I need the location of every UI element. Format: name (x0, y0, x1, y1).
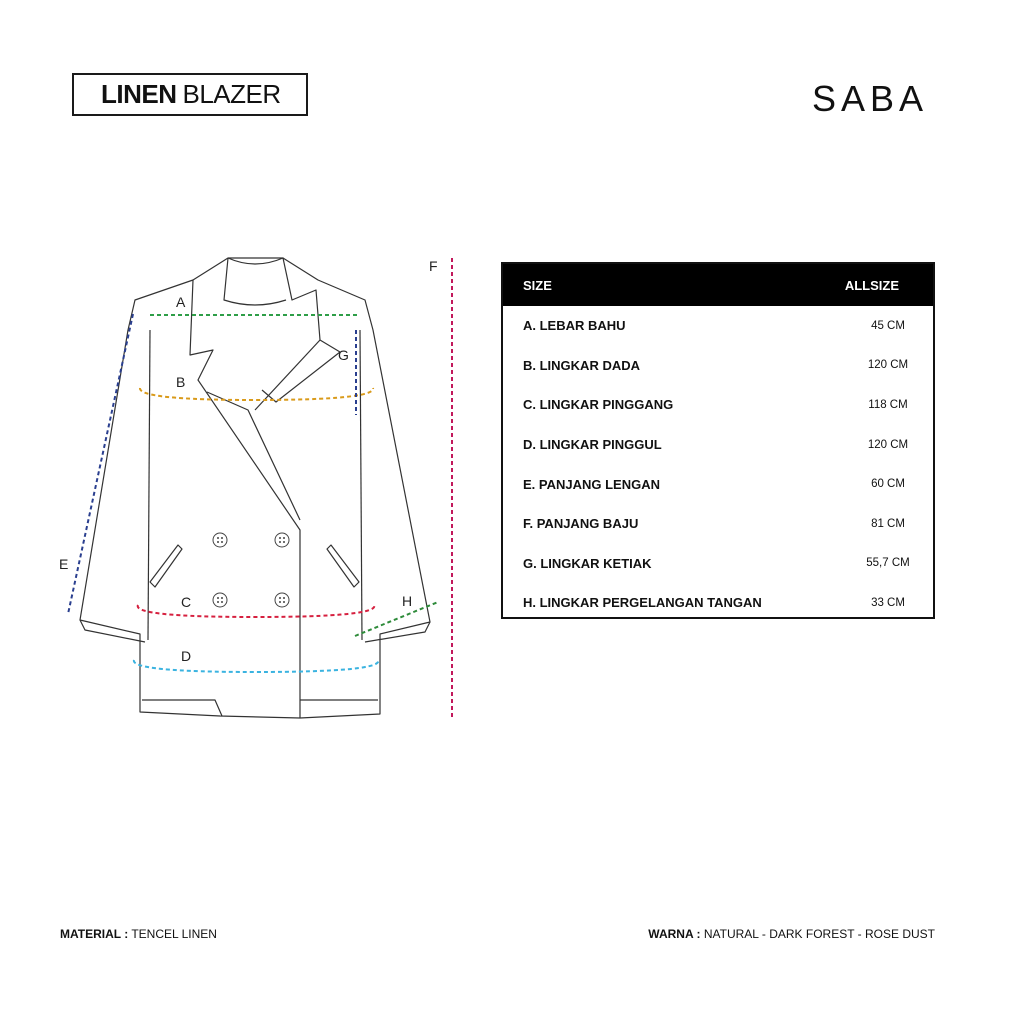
row-label: D. LINGKAR PINGGUL (523, 437, 662, 453)
row-value: 120 CM (867, 438, 909, 451)
material-info (60, 927, 217, 941)
product-title-bold: LINEN (101, 79, 177, 109)
button-1 (213, 533, 227, 547)
label-G: G (338, 347, 349, 363)
label-B: B (176, 374, 186, 390)
warna-value: NATURAL - DARK FOREST - ROSE DUST (703, 927, 935, 941)
row-value: 33 CM (871, 596, 905, 609)
row-label: H. LINGKAR PERGELANGAN TANGAN (523, 595, 762, 611)
blazer-lapel (190, 280, 300, 718)
label-H: H (402, 593, 413, 609)
row-label: A. LEBAR BAHU (523, 318, 626, 334)
table-row (503, 306, 933, 346)
label-D: D (181, 648, 192, 664)
blazer-left-sleeve (148, 330, 150, 640)
measure-line-C (138, 605, 375, 617)
row-value: 55,7 CM (866, 557, 910, 570)
warna-label: WARNA : (648, 927, 701, 941)
table-row (503, 583, 933, 623)
blazer-collar (228, 258, 340, 402)
col-size: SIZE (523, 277, 552, 293)
color-info (648, 927, 935, 941)
row-label: E. PANJANG LENGAN (523, 476, 660, 492)
material-label: MATERIAL : (60, 927, 129, 941)
product-title-rest: BLAZER (182, 79, 281, 109)
button-4 (275, 593, 289, 607)
row-label: B. LINGKAR DADA (523, 357, 640, 373)
blazer-outline (80, 258, 430, 718)
table-row (503, 544, 933, 584)
col-allsize: ALLSIZE (844, 277, 899, 293)
row-label: F. PANJANG BAJU (523, 516, 639, 532)
table-row (503, 346, 933, 386)
brand-logo: SABA (811, 78, 928, 119)
row-value: 118 CM (868, 398, 908, 411)
row-value: 120 CM (867, 359, 909, 372)
label-A: A (176, 294, 186, 310)
size-table (501, 262, 935, 619)
row-label: G. LINGKAR KETIAK (523, 555, 652, 571)
table-row (503, 425, 933, 465)
row-value: 60 CM (871, 478, 905, 491)
button-3 (213, 593, 227, 607)
table-row (503, 464, 933, 504)
row-label: C. LINGKAR PINGGANG (523, 397, 674, 413)
material-value: TENCEL LINEN (131, 927, 217, 941)
label-E: E (59, 556, 69, 572)
measure-line-D (134, 660, 378, 672)
measure-line-B (140, 388, 373, 400)
button-2 (275, 533, 289, 547)
size-table-header (503, 264, 933, 306)
blazer-pocket-left (150, 545, 182, 587)
row-value: 81 CM (871, 517, 905, 530)
label-F: F (429, 258, 438, 274)
label-C: C (181, 594, 192, 610)
table-row (503, 385, 933, 425)
row-value: 45 CM (871, 319, 905, 332)
table-row (503, 504, 933, 544)
blazer-pocket-right (327, 545, 359, 587)
blazer-right-sleeve (360, 330, 362, 640)
